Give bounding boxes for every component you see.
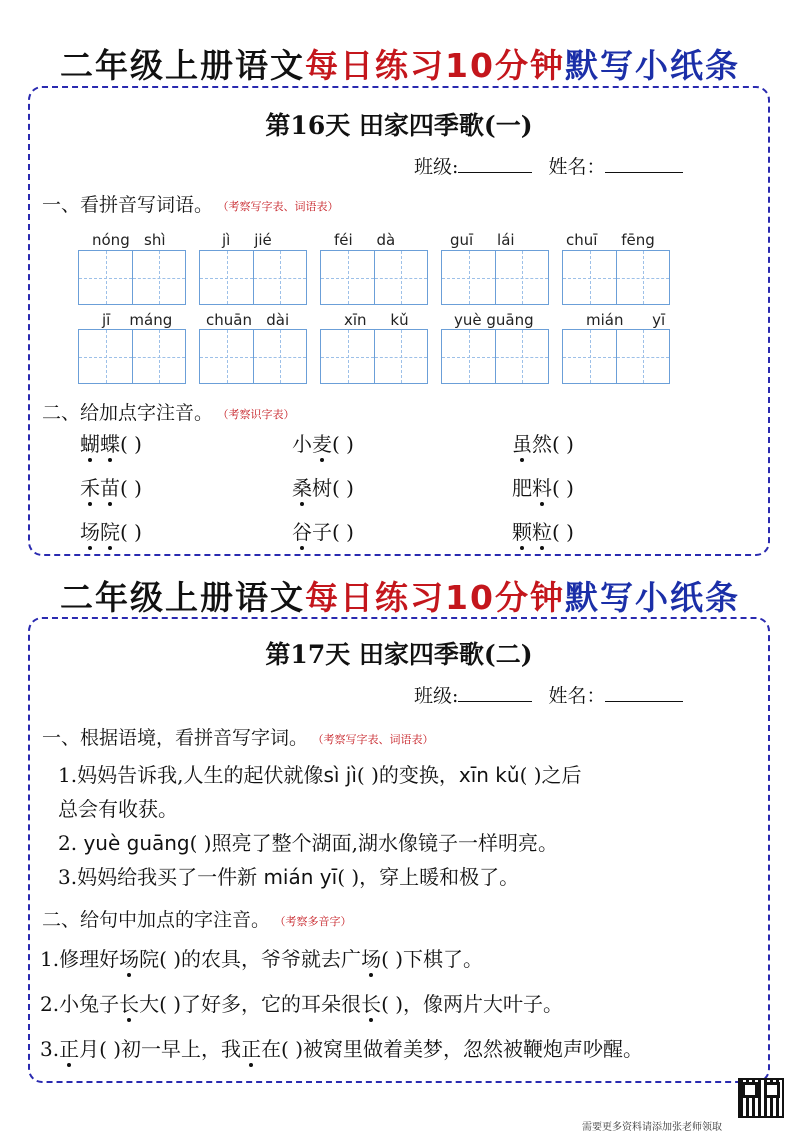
pinyin-label: yuè guāng	[454, 311, 534, 329]
annotate-item[interactable]: 桑树( )	[292, 476, 354, 500]
annotate-item[interactable]: 谷子( )	[292, 520, 354, 544]
pinyin-label: nóng shì	[92, 231, 166, 249]
annotate-item[interactable]: 小麦( )	[292, 432, 354, 456]
pinyin-label: chuān dài	[206, 311, 290, 329]
section-1-label: 一、看拼音写词语。	[42, 194, 214, 216]
annotate-item[interactable]: 颗粒( )	[512, 520, 574, 544]
section-2-label: 二、给加点字注音。	[42, 402, 214, 424]
sentence-3[interactable]: 3.妈妈给我买了一件新 mián yī( )，穿上暖和极了。	[58, 865, 520, 889]
sentence-1-cont: 总会有收获。	[58, 797, 178, 821]
name-label: 姓名：	[548, 156, 606, 178]
class-name-line	[414, 681, 683, 708]
polyphone-question-3[interactable]: 3.正月( )初一早上，我正在( )被窝里做着美梦，忽然被鞭炮声吵醒。	[40, 1037, 644, 1061]
annotate-item[interactable]: 蝴蝶( )	[80, 432, 142, 456]
pinyin-label: xīn kǔ	[344, 311, 409, 329]
footer-note: 需要更多资料请添加张老师领取	[582, 1122, 722, 1133]
name-blank[interactable]	[605, 681, 683, 702]
section-1-label: 一、根据语境，看拼音写字词。	[42, 727, 309, 749]
section-1-note: （考察写字表、词语表）	[223, 200, 339, 213]
pinyin-label: guī lái	[450, 231, 515, 249]
sheet-title: 第17天 田家四季歌(二)	[265, 640, 533, 669]
annotate-item[interactable]: 场院( )	[80, 520, 142, 544]
pinyin-label: féi dà	[334, 231, 396, 249]
section-2-label: 二、给句中加点的字注音。	[42, 909, 271, 931]
header-part-black: 二年级上册语文	[60, 578, 306, 617]
pinyin-label: jī máng	[102, 311, 173, 329]
pinyin-label: jì jié	[222, 231, 272, 249]
header-banner-1	[0, 40, 800, 87]
header-part-red: 每日练习10分钟	[305, 46, 565, 85]
section-2-note: （考察识字表）	[223, 408, 295, 421]
qr-code-image	[738, 1078, 784, 1118]
section-1-heading	[42, 723, 434, 750]
writing-box[interactable]	[320, 250, 428, 305]
header-part-black: 二年级上册语文	[60, 46, 306, 85]
name-blank[interactable]	[605, 152, 683, 173]
sentence-1[interactable]: 1.妈妈告诉我,人生的起伏就像sì jì( )的变换，xīn kǔ( )之后	[58, 763, 582, 787]
sentence-2[interactable]: 2. yuè guāng( )照亮了整个湖面,湖水像镜子一样明亮。	[58, 831, 558, 855]
header-banner-2	[0, 572, 800, 619]
header-part-blue: 默写小纸条	[564, 578, 740, 617]
writing-box[interactable]	[78, 329, 186, 384]
writing-box[interactable]	[562, 250, 670, 305]
class-blank[interactable]	[458, 152, 532, 173]
writing-box[interactable]	[199, 329, 307, 384]
writing-box[interactable]	[441, 329, 549, 384]
pinyin-label: chuī fēng	[566, 231, 655, 249]
header-part-red: 每日练习10分钟	[305, 578, 565, 617]
writing-box[interactable]	[320, 329, 428, 384]
class-label: 班级:	[414, 156, 459, 178]
polyphone-question-2[interactable]: 2.小兔子长大( )了好多，它的耳朵很长( )，像两片大叶子。	[40, 992, 564, 1016]
worksheet-card-day16	[28, 86, 770, 556]
writing-box[interactable]	[441, 250, 549, 305]
writing-box[interactable]	[78, 250, 186, 305]
annotate-item[interactable]: 禾苗( )	[80, 476, 142, 500]
class-label: 班级:	[414, 685, 459, 707]
section-2-heading	[42, 398, 295, 425]
class-blank[interactable]	[458, 681, 532, 702]
name-label: 姓名：	[548, 685, 606, 707]
section-2-note: （考察多音字）	[280, 915, 352, 928]
section-1-note: （考察写字表、词语表）	[318, 733, 434, 746]
writing-box[interactable]	[562, 329, 670, 384]
section-1-heading	[42, 190, 339, 217]
sheet-title: 第16天 田家四季歌(一)	[265, 111, 533, 140]
section-2-heading	[42, 905, 352, 932]
writing-box[interactable]	[199, 250, 307, 305]
header-part-blue: 默写小纸条	[564, 46, 740, 85]
class-name-line	[414, 152, 683, 179]
annotate-item[interactable]: 虽然( )	[512, 432, 574, 456]
annotate-item[interactable]: 肥料( )	[512, 476, 574, 500]
polyphone-question-1[interactable]: 1.修理好场院( )的农具，爷爷就去广场( )下棋了。	[40, 947, 484, 971]
worksheet-card-day17	[28, 617, 770, 1083]
pinyin-label: mián yī	[586, 311, 666, 329]
